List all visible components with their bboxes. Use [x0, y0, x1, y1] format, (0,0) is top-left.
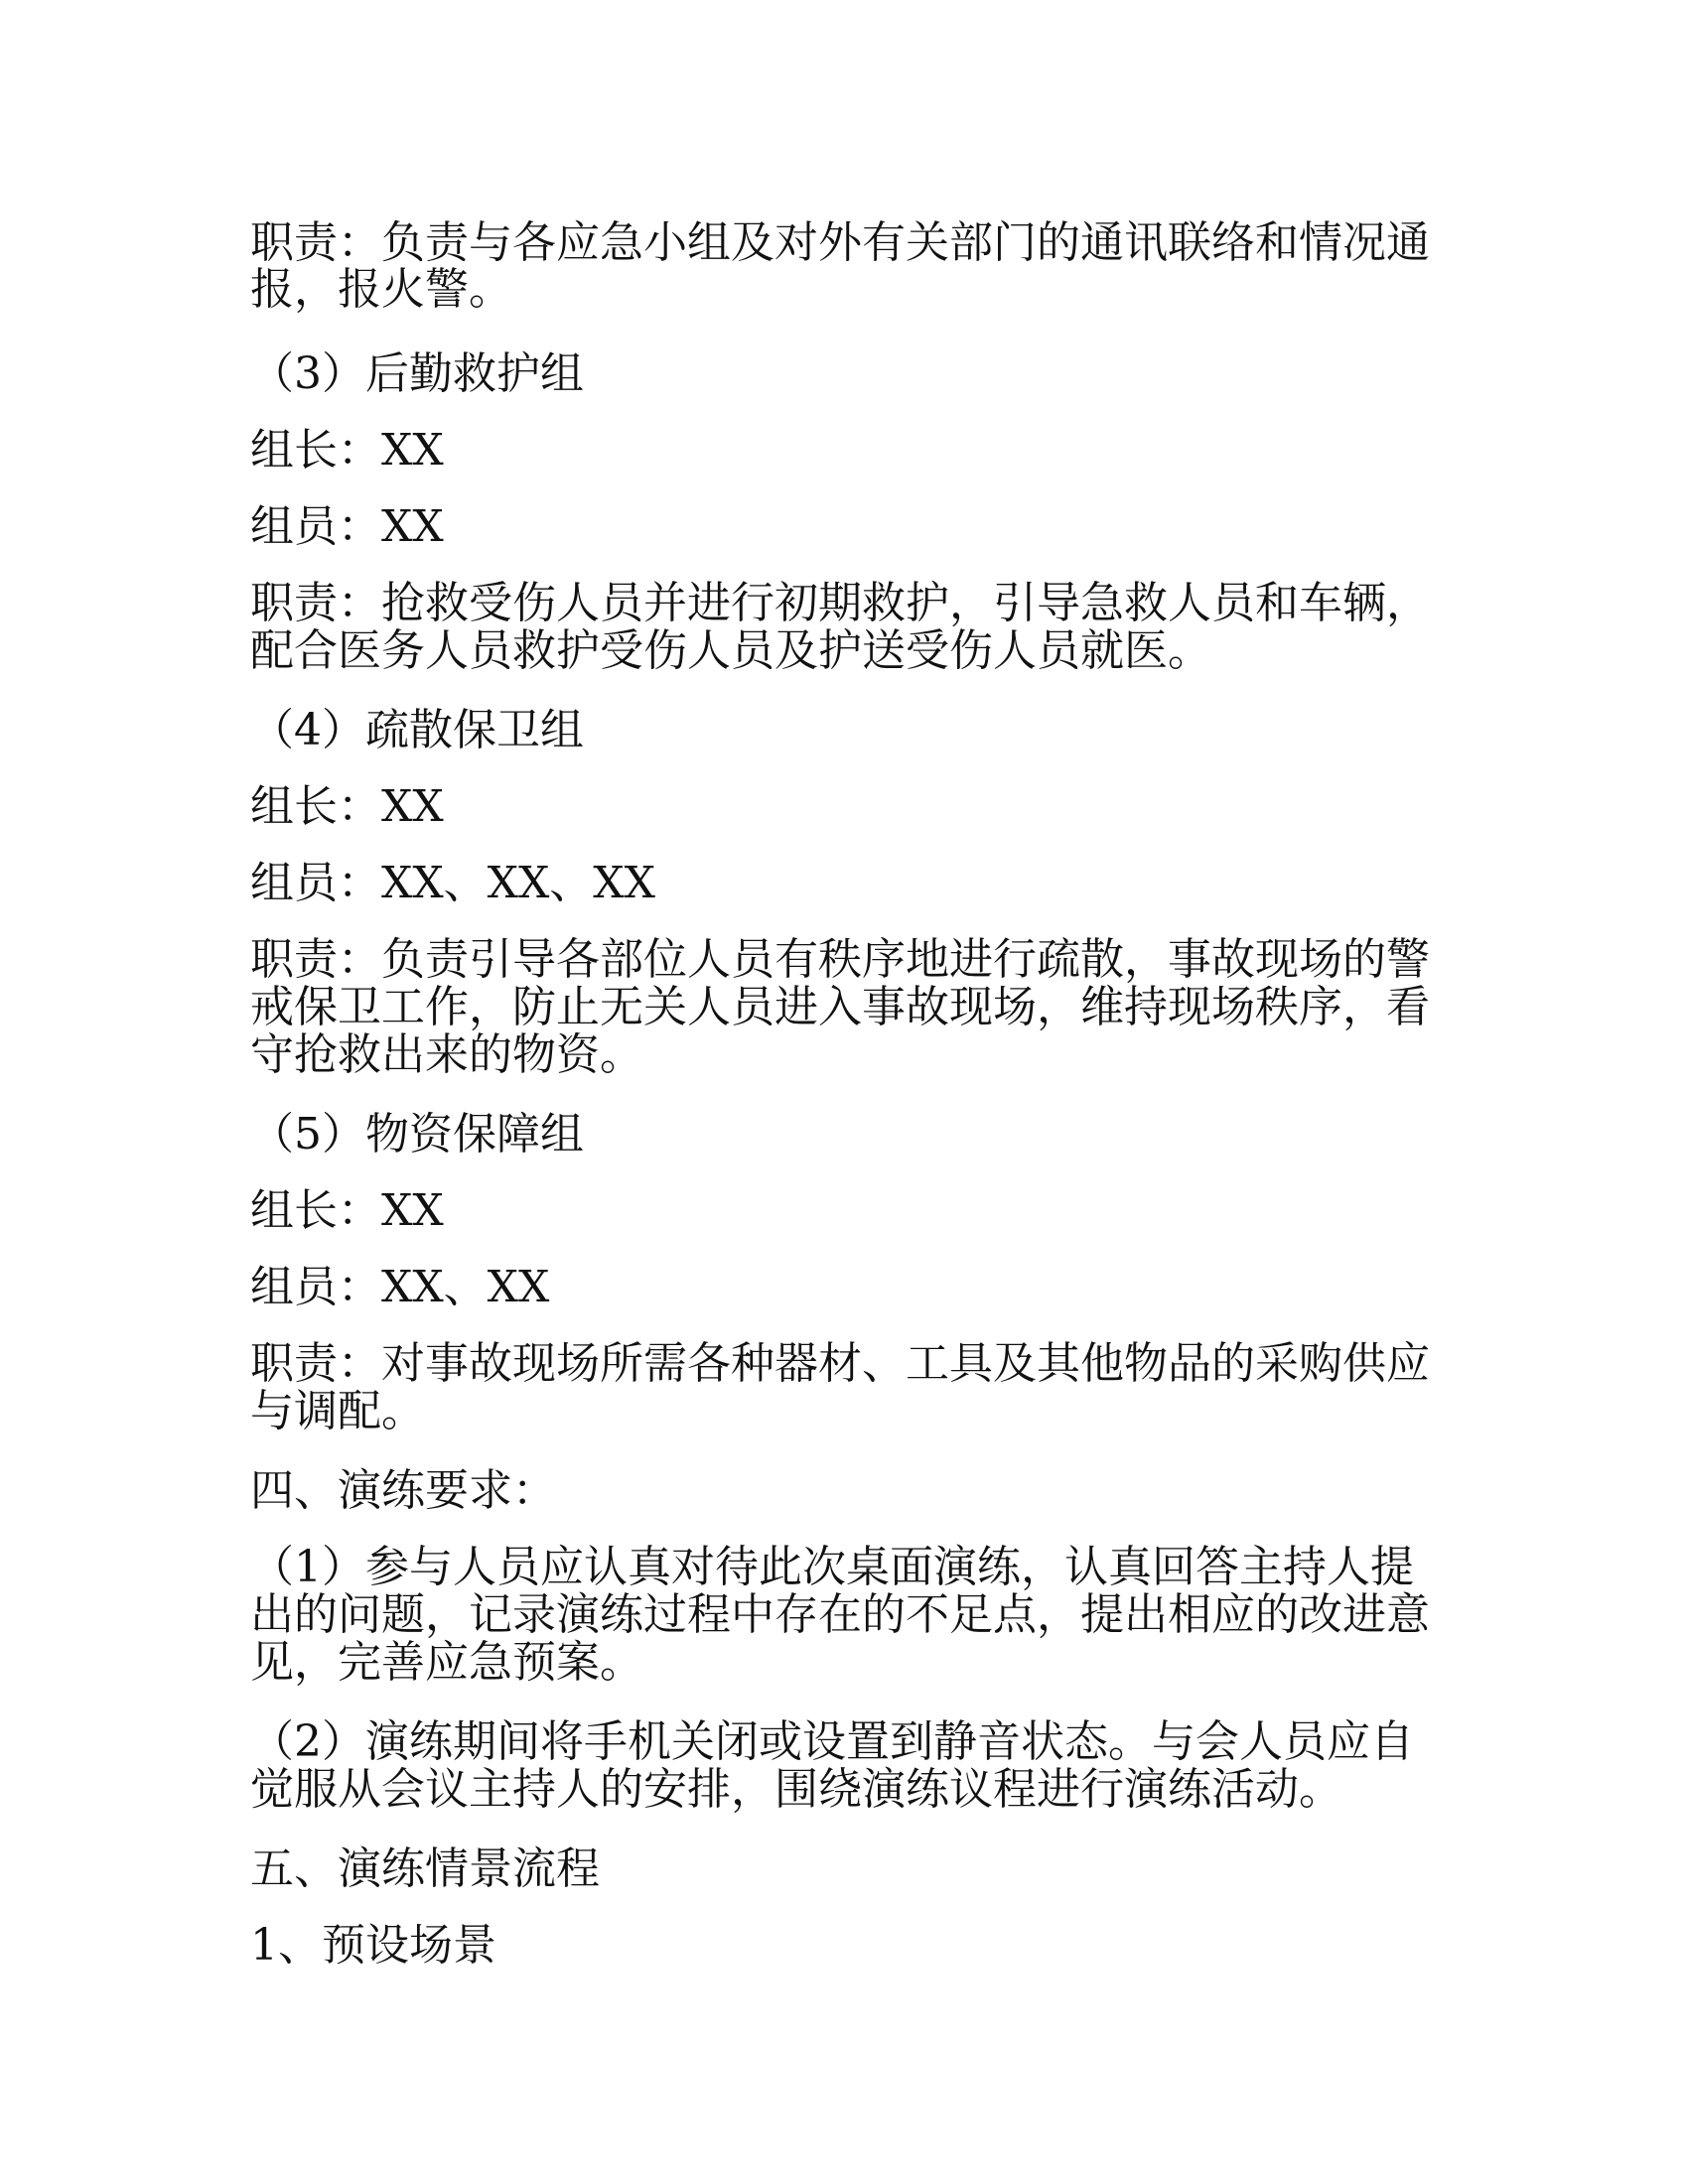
group4-duty-line-2: 戒保卫工作，防止无关人员进入事故现场，维持现场秩序，看 [250, 982, 1430, 1032]
section4-heading: 四、演练要求： [250, 1465, 556, 1516]
group3-heading: （3）后勤救护组 [250, 348, 584, 399]
group5-duty-line-1: 职责：对事故现场所需各种器材、工具及其他物品的采购供应 [250, 1338, 1430, 1389]
group3-members: 组员：XX [250, 501, 444, 552]
requirement-2-line-1: （2）演练期间将手机关闭或设置到静音状态。与会人员应自 [250, 1716, 1414, 1767]
group4-duty-line-1: 职责：负责引导各部位人员有秩序地进行疏散，事故现场的警 [250, 934, 1430, 985]
scene1-heading: 1、预设场景 [250, 1920, 496, 1971]
group4-members: 组员：XX、XX、XX [250, 858, 655, 908]
group4-heading: （4）疏散保卫组 [250, 705, 584, 755]
paragraph-comm-duty-line-1: 职责：负责与各应急小组及对外有关部门的通讯联络和情况通 [250, 217, 1430, 268]
group5-duty-line-2: 与调配。 [250, 1386, 425, 1436]
group3-leader: 组长：XX [250, 425, 444, 476]
requirement-1-line-1: （1）参与人员应认真对待此次桌面演练，认真回答主持人提 [250, 1542, 1414, 1592]
requirement-2-line-2: 觉服从会议主持人的安排，围绕演练议程进行演练活动。 [250, 1764, 1342, 1815]
group3-duty-line-1: 职责：抢救受伤人员并进行初期救护，引导急救人员和车辆， [250, 578, 1430, 628]
group5-members: 组员：XX、XX [250, 1262, 550, 1312]
group5-heading: （5）物资保障组 [250, 1109, 584, 1160]
requirement-1-line-2: 出的问题，记录演练过程中存在的不足点，提出相应的改进意 [250, 1589, 1430, 1640]
section5-heading: 五、演练情景流程 [250, 1843, 600, 1894]
requirement-1-line-3: 见，完善应急预案。 [250, 1637, 643, 1688]
group4-leader: 组长：XX [250, 781, 444, 832]
group5-leader: 组长：XX [250, 1185, 444, 1236]
group3-duty-line-2: 配合医务人员救护受伤人员及护送受伤人员就医。 [250, 625, 1211, 676]
group4-duty-line-3: 守抢救出来的物资。 [250, 1029, 643, 1080]
paragraph-comm-duty-line-2: 报，报火警。 [250, 264, 512, 315]
